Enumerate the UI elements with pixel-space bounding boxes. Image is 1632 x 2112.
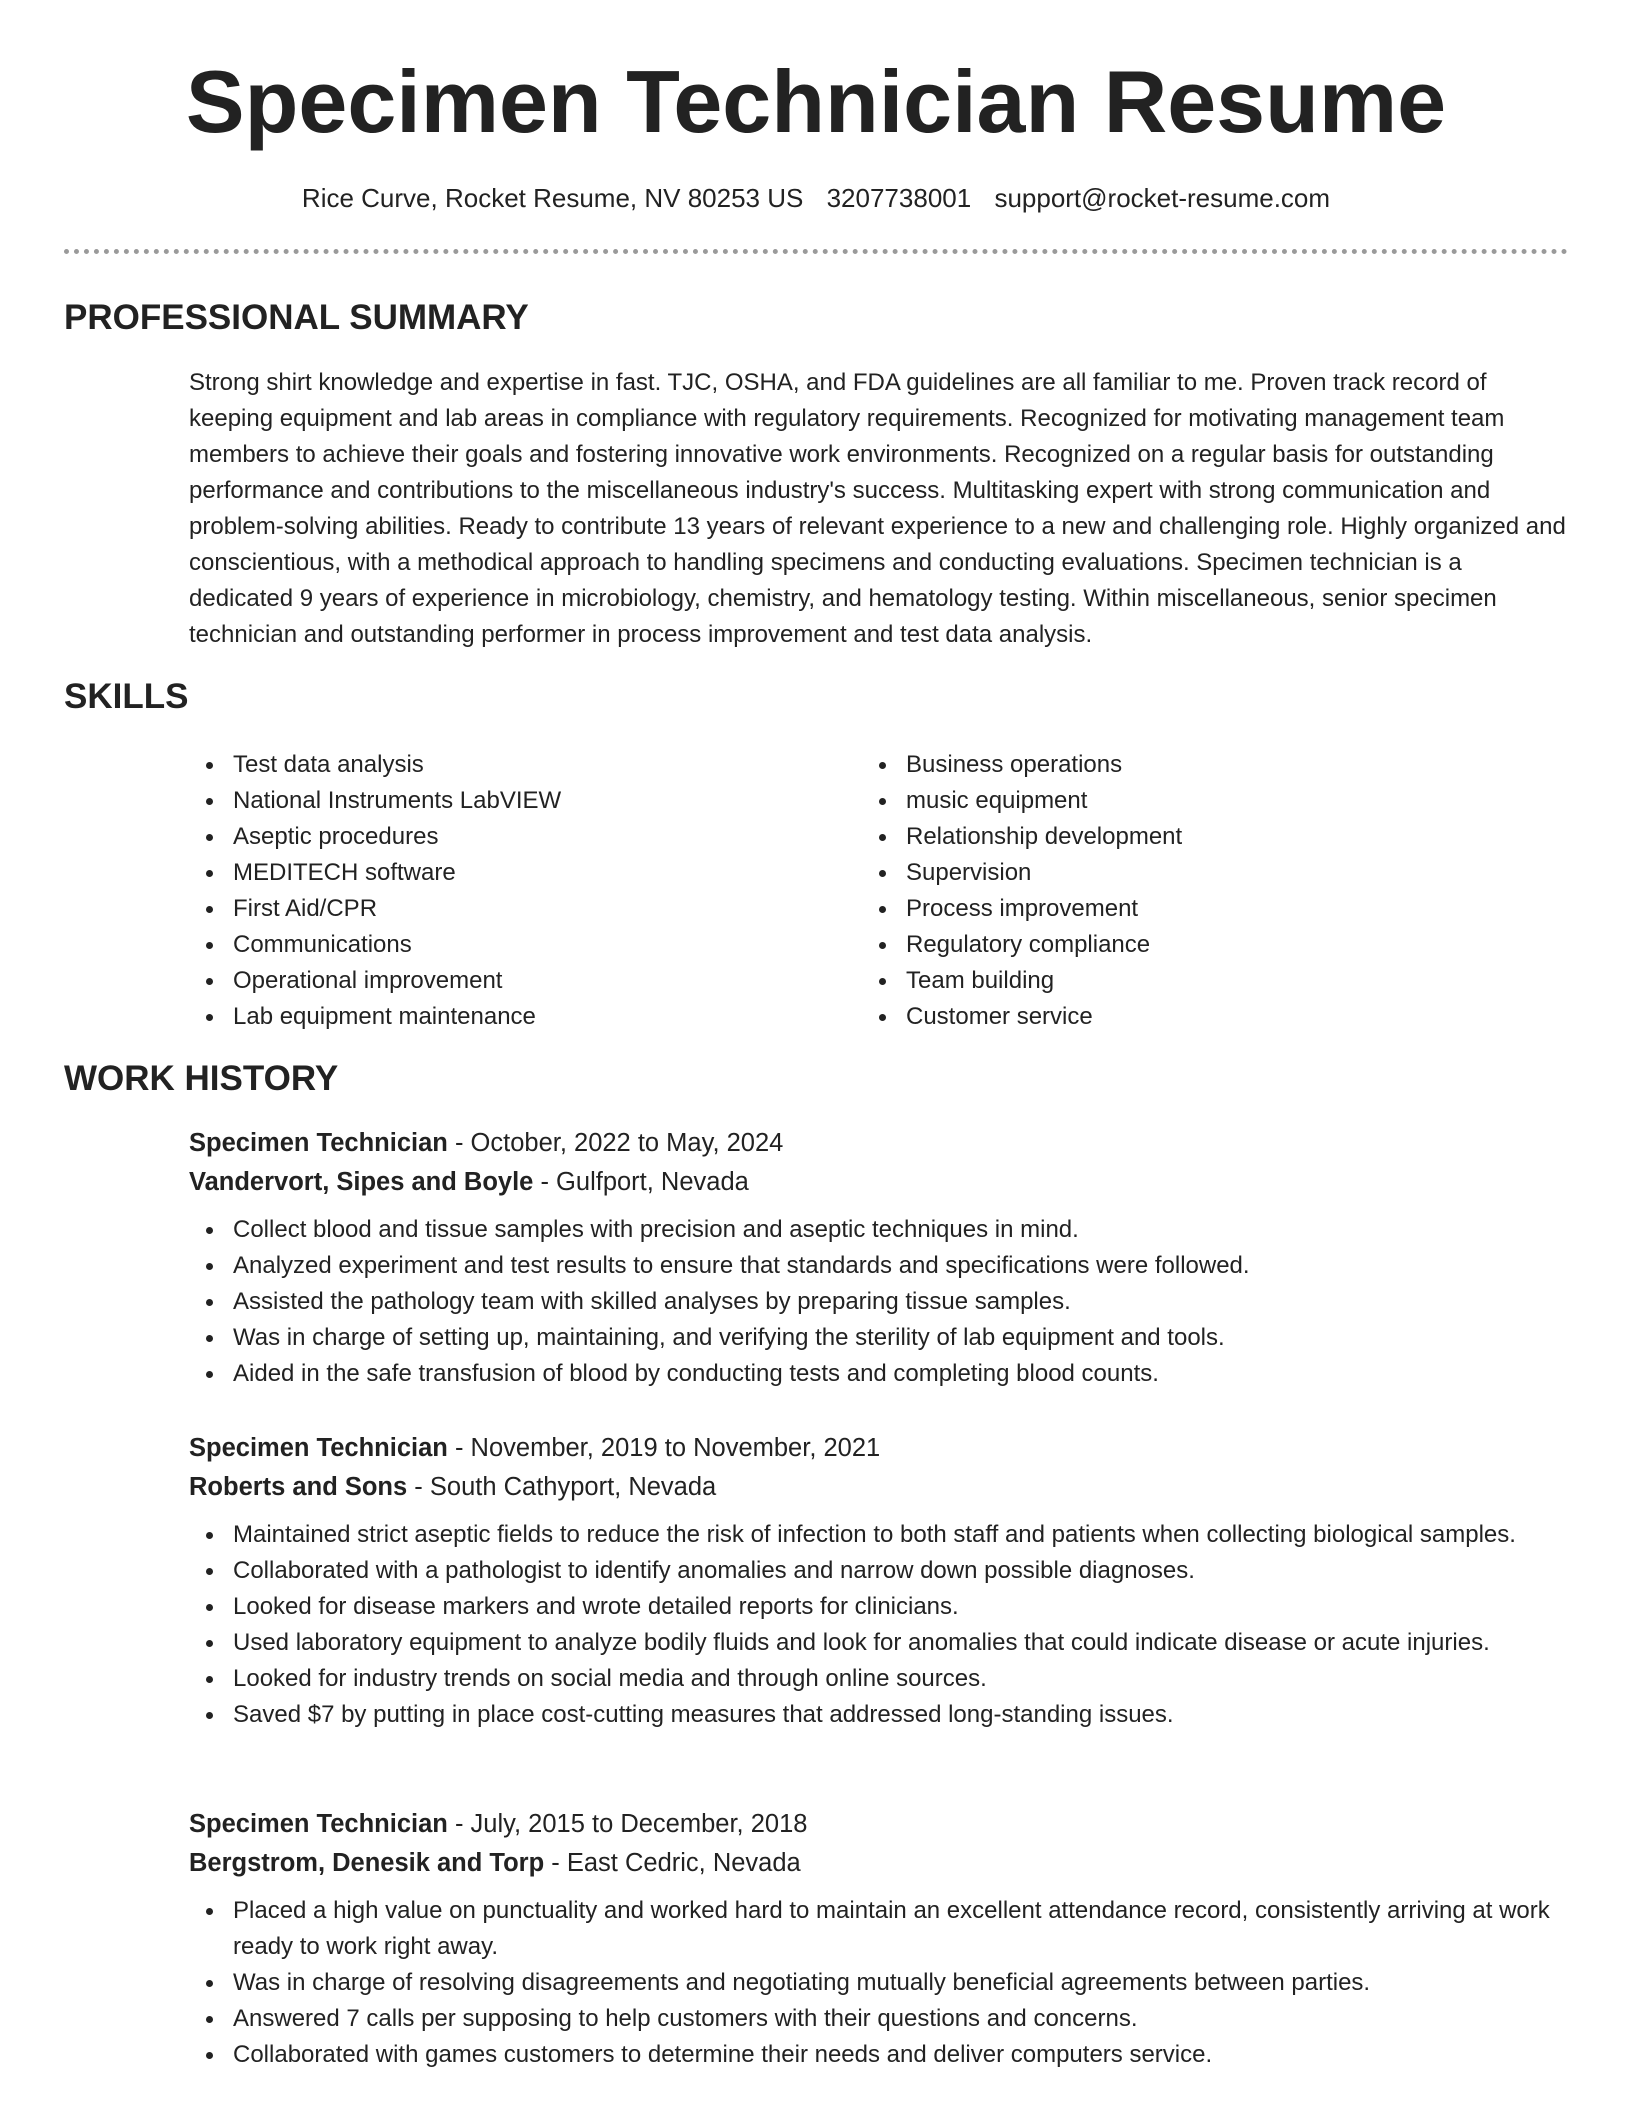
job-company: Roberts and Sons [189, 1473, 408, 1501]
job-entry [189, 1805, 1569, 2073]
job-dates: November, 2019 to November, 2021 [470, 1434, 881, 1462]
contact-email: support@rocket-resume.com [994, 183, 1331, 213]
job-title: Specimen Technician [189, 1434, 448, 1462]
job-company-line: Vandervort, Sipes and Boyle - Gulfport, Nevada [189, 1168, 749, 1196]
skill-item: Team building [862, 963, 1562, 999]
job-bullet: Placed a high value on punctuality and worked hard to maintain an excellent attendance record, consistently arriving at work ready to work right away. [189, 1893, 1569, 1965]
skills-list-left [189, 747, 829, 1035]
skill-item: National Instruments LabVIEW [189, 783, 829, 819]
job-bullets [189, 1212, 1569, 1392]
skill-item: Operational improvement [189, 963, 829, 999]
job-title-line: Specimen Technician - October, 2022 to May, 2024 [189, 1129, 784, 1157]
job-bullet: Was in charge of resolving disagreements and negotiating mutually beneficial agreements between parties. [189, 1965, 1569, 2001]
skill-item: Business operations [862, 747, 1562, 783]
job-location: South Cathyport, Nevada [429, 1473, 717, 1501]
job-bullet: Answered 7 calls per supposing to help customers with their questions and concerns. [189, 2001, 1569, 2037]
job-bullet: Collaborated with games customers to determine their needs and deliver computers service. [189, 2037, 1569, 2073]
contact-phone: 3207738001 [826, 183, 972, 213]
job-bullet: Analyzed experiment and test results to ensure that standards and specifications were followed. [189, 1248, 1569, 1284]
skill-item: Lab equipment maintenance [189, 999, 829, 1035]
skill-item: Regulatory compliance [862, 927, 1562, 963]
skill-item: Communications [189, 927, 829, 963]
job-bullet: Was in charge of setting up, maintaining, and verifying the sterility of lab equipment and tools. [189, 1320, 1569, 1356]
skill-item: music equipment [862, 783, 1562, 819]
summary-text: Strong shirt knowledge and expertise in fast. TJC, OSHA, and FDA guidelines are all familiar to me. Proven track record of keeping equipment and lab areas in compliance with regulatory requirements. Recognized for motivating management team members to achieve their goals and fostering innovative work environments. Recognized on a regular basis for outstanding performance and contributions to the miscellaneous industry's success. Multitasking expert with strong communication and problem-solving abilities. Ready to contribute 13 years of relevant experience to a new and challenging role. Highly organized and conscientious, with a methodical approach to handling specimens and conducting evaluations. Specimen technician is a dedicated 9 years of experience in microbiology, chemistry, and hematology testing. Within miscellaneous, senior specimen technician and outstanding performer in process improvement and test data analysis. [189, 369, 1566, 648]
job-bullet: Looked for disease markers and wrote detailed reports for clinicians. [189, 1589, 1569, 1625]
contact-address: Rice Curve, Rocket Resume, NV 80253 US [301, 183, 804, 213]
job-dates: July, 2015 to December, 2018 [470, 1810, 808, 1838]
job-entry [189, 1429, 1569, 1733]
work-heading: WORK HISTORY [64, 1059, 339, 1098]
contact-line [0, 178, 1632, 218]
job-dates: October, 2022 to May, 2024 [470, 1129, 784, 1157]
skill-item: MEDITECH software [189, 855, 829, 891]
job-bullet: Collect blood and tissue samples with precision and aseptic techniques in mind. [189, 1212, 1569, 1248]
job-title-line: Specimen Technician - July, 2015 to December, 2018 [189, 1810, 808, 1838]
job-bullet: Collaborated with a pathologist to identify anomalies and narrow down possible diagnoses. [189, 1553, 1569, 1589]
job-entry [189, 1124, 1569, 1392]
job-bullet: Maintained strict aseptic fields to reduce the risk of infection to both staff and patients when collecting biological samples. [189, 1517, 1569, 1553]
job-company: Vandervort, Sipes and Boyle [189, 1168, 534, 1196]
job-bullets [189, 1517, 1569, 1733]
skill-item: Aseptic procedures [189, 819, 829, 855]
summary-heading: PROFESSIONAL SUMMARY [64, 298, 529, 337]
skill-item: Relationship development [862, 819, 1562, 855]
skills-list-right [862, 747, 1562, 1035]
skill-item: Test data analysis [189, 747, 829, 783]
job-bullet: Assisted the pathology team with skilled analyses by preparing tissue samples. [189, 1284, 1569, 1320]
job-bullet: Saved $7 by putting in place cost-cutting measures that addressed long-standing issues. [189, 1697, 1569, 1733]
skill-item: Supervision [862, 855, 1562, 891]
job-company: Bergstrom, Denesik and Torp [189, 1849, 545, 1877]
skills-heading: SKILLS [64, 677, 189, 716]
job-title: Specimen Technician [189, 1129, 448, 1157]
job-location: Gulfport, Nevada [556, 1168, 749, 1196]
job-title: Specimen Technician [189, 1810, 448, 1838]
skill-item: Process improvement [862, 891, 1562, 927]
skill-item: Customer service [862, 999, 1562, 1035]
header-divider [64, 249, 1568, 254]
job-bullet: Aided in the safe transfusion of blood by conducting tests and completing blood counts. [189, 1356, 1569, 1392]
job-company-line: Bergstrom, Denesik and Torp - East Cedric, Nevada [189, 1849, 801, 1877]
job-title-line: Specimen Technician - November, 2019 to November, 2021 [189, 1434, 881, 1462]
job-bullets [189, 1893, 1569, 2073]
job-location: East Cedric, Nevada [566, 1849, 801, 1877]
job-bullet: Used laboratory equipment to analyze bodily fluids and look for anomalies that could indicate disease or acute injuries. [189, 1625, 1569, 1661]
job-bullet: Looked for industry trends on social media and through online sources. [189, 1661, 1569, 1697]
job-company-line: Roberts and Sons - South Cathyport, Nevada [189, 1473, 717, 1501]
skill-item: First Aid/CPR [189, 891, 829, 927]
resume-title: Specimen Technician Resume [185, 52, 1447, 151]
